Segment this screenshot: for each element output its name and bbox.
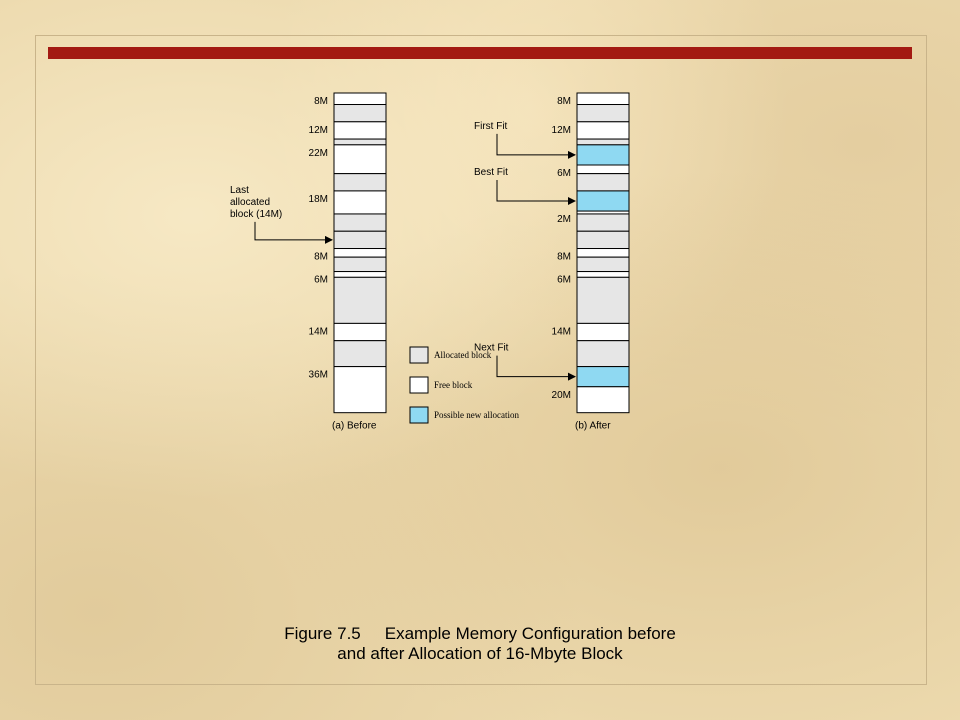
- pointer-label: Best Fit: [474, 167, 508, 178]
- memory-block-free: [334, 191, 386, 214]
- block-size-label: 6M: [557, 274, 571, 286]
- pointer-label: block (14M): [230, 208, 283, 220]
- memory-block-allocated: [334, 277, 386, 323]
- caption-line-2: and after Allocation of 16-Mbyte Block: [337, 644, 623, 663]
- memory-block-free: [334, 323, 386, 340]
- block-size-label: 20M: [551, 389, 571, 401]
- block-size-label: 14M: [308, 326, 328, 338]
- memory-block-allocated: [577, 257, 629, 271]
- memory-block-free: [334, 122, 386, 139]
- memory-block-allocated: [334, 257, 386, 271]
- memory-block-free: [577, 122, 629, 139]
- memory-block-allocated: [577, 341, 629, 367]
- memory-block-free: [334, 367, 386, 413]
- column-caption: (b) After: [575, 420, 611, 432]
- pointer-arrow: [255, 222, 332, 240]
- block-size-label: 2M: [557, 214, 571, 226]
- pointer-label: First Fit: [474, 120, 508, 132]
- legend-label: Allocated block: [434, 350, 492, 360]
- memory-block-allocated: [334, 105, 386, 122]
- block-size-label: 8M: [557, 251, 571, 263]
- block-size-label: 8M: [314, 96, 328, 107]
- memory-block-allocated: [577, 174, 629, 191]
- figure-caption: [0, 624, 960, 664]
- legend: [410, 347, 519, 423]
- block-size-label: 14M: [551, 326, 571, 338]
- memory-block-free: [577, 165, 629, 174]
- legend-label: Free block: [434, 380, 473, 390]
- legend-swatch-allocated: [410, 347, 428, 363]
- memory-block-free: [577, 93, 629, 105]
- memory-block-allocated: [577, 231, 629, 248]
- block-size-label: 18M: [308, 193, 328, 205]
- block-size-label: 22M: [308, 147, 328, 159]
- memory-block-allocated: [334, 231, 386, 248]
- block-size-label: 6M: [314, 274, 328, 286]
- pointer-arrow: [497, 134, 575, 155]
- memory-block-free: [577, 387, 629, 413]
- memory-block-free: [577, 272, 629, 278]
- memory-block-allocated: [577, 277, 629, 323]
- pointer-arrow: [497, 180, 575, 201]
- memory-block-new-allocation: [577, 367, 629, 387]
- block-size-label: 6M: [557, 168, 571, 179]
- after-memory-column: [552, 93, 629, 432]
- caption-line-1: Example Memory Configuration before: [384, 624, 676, 643]
- block-size-label: 8M: [557, 96, 571, 107]
- legend-swatch-free: [410, 377, 428, 393]
- figure-number: Figure 7.5: [284, 624, 361, 643]
- block-size-label: 8M: [314, 251, 328, 263]
- column-caption: (a) Before: [332, 420, 377, 432]
- legend-label: Possible new allocation: [434, 410, 519, 420]
- memory-block-free: [334, 272, 386, 278]
- block-size-label: 36M: [308, 369, 328, 381]
- memory-block-free: [334, 93, 386, 105]
- legend-swatch-new-allocation: [410, 407, 428, 423]
- memory-block-free: [577, 249, 629, 258]
- memory-block-allocated: [577, 105, 629, 122]
- memory-block-allocated: [334, 139, 386, 145]
- memory-block-allocated: [334, 341, 386, 367]
- memory-block-allocated: [334, 214, 386, 231]
- memory-block-allocated: [577, 214, 629, 231]
- pointer-arrow: [497, 356, 575, 377]
- memory-block-free: [577, 323, 629, 340]
- block-size-label: 12M: [308, 124, 328, 136]
- memory-block-allocated: [577, 139, 629, 145]
- pointer-layer: [230, 121, 575, 377]
- pointer-label: Last: [230, 184, 249, 196]
- before-memory-column: [309, 93, 386, 432]
- pointer-label: Next Fit: [474, 342, 509, 354]
- block-size-label: 12M: [551, 124, 571, 136]
- memory-block-free: [334, 249, 386, 258]
- memory-block-free: [334, 145, 386, 174]
- pointer-label: allocated: [230, 196, 271, 208]
- memory-block-new-allocation: [577, 191, 629, 211]
- memory-block-allocated: [334, 174, 386, 191]
- memory-block-new-allocation: [577, 145, 629, 165]
